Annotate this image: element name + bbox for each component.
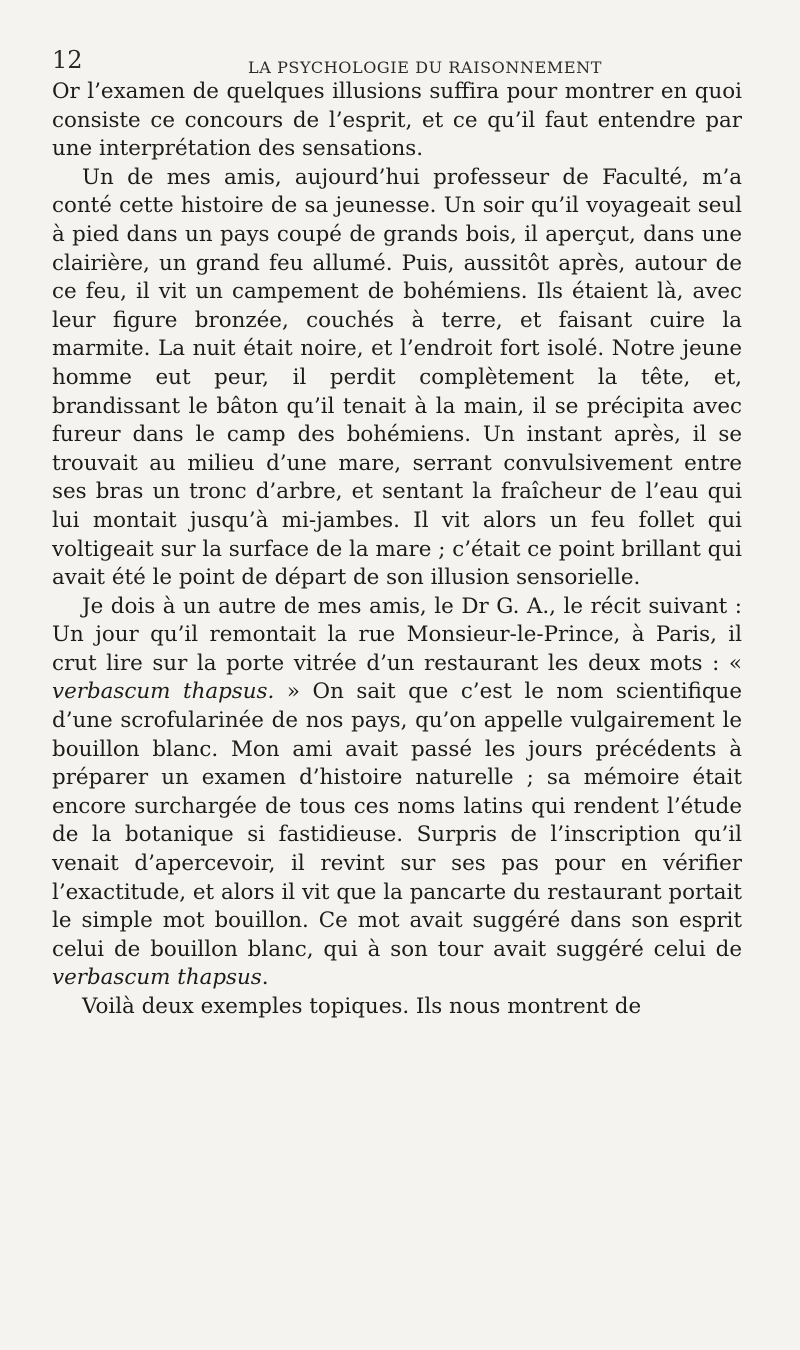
latin-name-italic-2: verbascum thapsus (52, 965, 262, 991)
page-number: 12 (52, 46, 83, 74)
paragraph-3-text-b: » On sait que c’est le nom scientifique d’une scrofularinée de nos pays, qu’on appelle vulgairement le bouillon blanc. Mon ami avait passé les jours précédents à préparer un examen d’histoire naturelle ; sa mémoire était encore surchargée de tous ces noms latins qui rendent l’étude de la botanique si fastidieuse. Surpris de l’inscription qu’il venait d’apercevoir, il revint sur ses pas pour en vérifier l’exactitude, et alors il vit que la pancarte du restaurant portait le simple mot bouillon. Ce mot avait suggéré dans son esprit celui de bouillon blanc, qui à son tour avait suggéré celui de (52, 679, 742, 962)
paragraph-3-text-c: . (261, 965, 269, 991)
paragraph-3-text-a: Je dois à un autre de mes amis, le Dr G. A., le récit suivant : Un jour qu’il remontait la rue Monsieur-le-Prince, à Paris, il crut lire sur la porte vitrée d’un restaurant les deux mots : « (52, 593, 742, 676)
paragraph-3 (52, 593, 742, 993)
latin-name-italic: verbascum thapsus. (52, 679, 275, 705)
paragraph-4: Voilà deux exemples topiques. Ils nous montrent de (82, 994, 642, 1019)
paragraph-1: Or l’examen de quelques illusions suffira pour montrer en quoi consiste ce concours de l’esprit, et ce qu’il faut entendre par une interprétation des sensations. (52, 79, 742, 162)
page-body (52, 78, 742, 1022)
running-title: LA PSYCHOLOGIE DU RAISONNEMENT (248, 58, 603, 77)
paragraph-2: Un de mes amis, aujourd’hui professeur de Faculté, m’a conté cette histoire de sa jeunesse. Un soir qu’il voyageait seul à pied dans un pays coupé de grands bois, il aperçut, dans une clairière, un grand feu allumé. Puis, aussitôt après, autour de ce feu, il vit un campement de bohémiens. Ils étaient là, avec leur figure bronzée, couchés à terre, et faisant cuire la marmite. La nuit était noire, et l’endroit fort isolé. Notre jeune homme eut peur, il perdit complètement la tête, et, brandissant le bâton qu’il tenait à la main, il se précipita avec fureur dans le camp des bohémiens. Un instant après, il se trouvait au milieu d’une mare, serrant convulsivement entre ses bras un tronc d’arbre, et sentant la fraîcheur de l’eau qui lui montait jusqu’à mi-jambes. Il vit alors un feu follet qui voltigeait sur la surface de la mare ; c’était ce point brillant qui avait été le point de départ de son illusion sensorielle. (52, 164, 742, 591)
